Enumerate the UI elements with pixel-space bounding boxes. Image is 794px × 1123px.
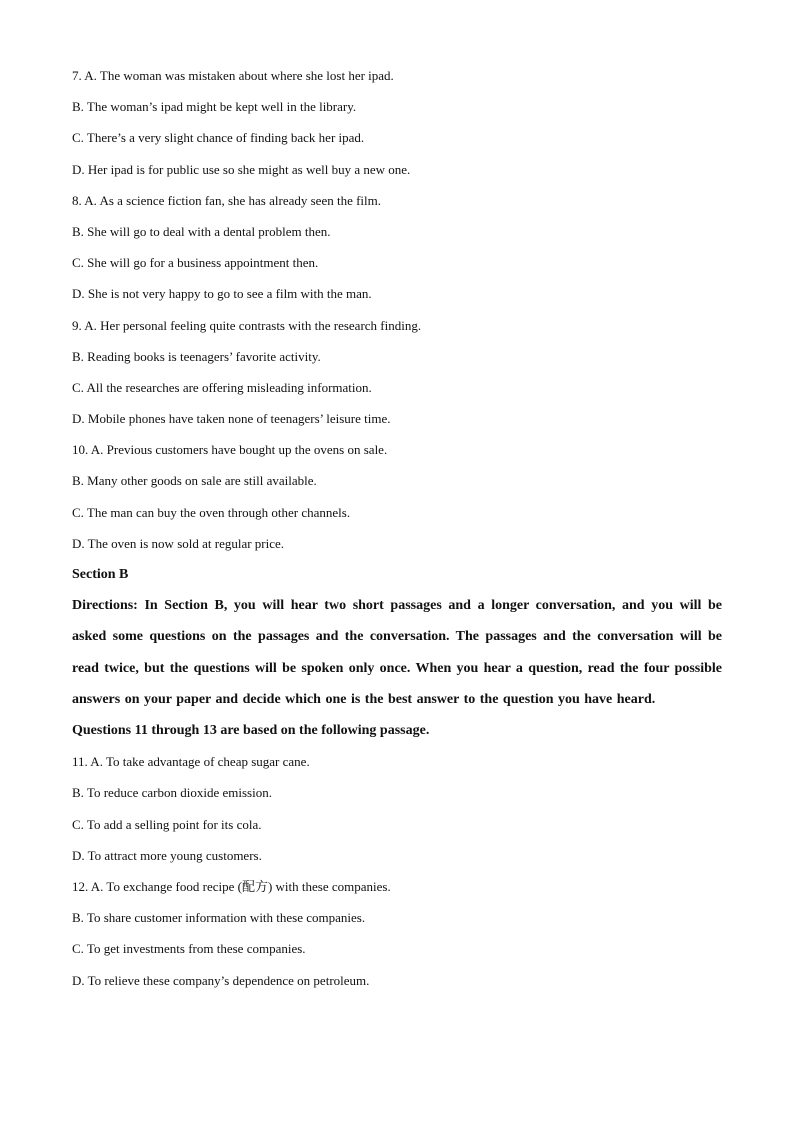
q10-option-c: C. The man can buy the oven through other channels. <box>72 504 351 520</box>
questions-group-heading: Questions 11 through 13 are based on the following passage. <box>72 723 430 738</box>
q10-option-b: B. Many other goods on sale are still available. <box>72 473 317 489</box>
section-b-title: Section B <box>72 567 129 582</box>
section-b-directions: Directions: In Section B, you will hear two short passages and a longer conversation, and you will be asked some questions on the passages and the conversation. The passages and the conversation will be read twice, but the questions will be spoken only once. When you hear a question, read the four possible answers on your paper and decide which one is the best answer to the question you have heard. <box>72 598 722 707</box>
document-page <box>72 60 722 996</box>
q9-option-d: D. Mobile phones have taken none of teenagers’ leisure time. <box>72 411 391 427</box>
q9-option-b: B. Reading books is teenagers’ favorite activity. <box>72 348 321 364</box>
q7-option-d: D. Her ipad is for public use so she might as well buy a new one. <box>72 161 411 177</box>
q12-option-c: C. To get investments from these companies. <box>72 941 306 957</box>
q12-option-a: 12. A. To exchange food recipe (配方) with these companies. <box>72 878 391 894</box>
q11-option-d: D. To attract more young customers. <box>72 847 262 863</box>
q9-option-c: C. All the researches are offering misleading information. <box>72 379 372 395</box>
q9-option-a: 9. A. Her personal feeling quite contrasts with the research finding. <box>72 317 422 333</box>
q11-option-a: 11. A. To take advantage of cheap sugar cane. <box>72 754 310 770</box>
q11-option-b: B. To reduce carbon dioxide emission. <box>72 785 272 801</box>
q8-option-c: C. She will go for a business appointment then. <box>72 255 319 271</box>
q7-option-c: C. There’s a very slight chance of finding back her ipad. <box>72 130 365 146</box>
q12-option-b: B. To share customer information with these companies. <box>72 910 366 926</box>
q8-option-d: D. She is not very happy to go to see a film with the man. <box>72 286 372 302</box>
q10-option-d: D. The oven is now sold at regular price. <box>72 535 285 551</box>
q8-option-a: 8. A. As a science fiction fan, she has already seen the film. <box>72 192 382 208</box>
q11-option-c: C. To add a selling point for its cola. <box>72 816 262 832</box>
q12-option-d: D. To relieve these company’s dependence on petroleum. <box>72 972 370 988</box>
q7-option-a: 7. A. The woman was mistaken about where she lost her ipad. <box>72 68 394 83</box>
q8-option-b: B. She will go to deal with a dental problem then. <box>72 223 331 239</box>
q10-option-a: 10. A. Previous customers have bought up the ovens on sale. <box>72 442 388 458</box>
q7-option-b: B. The woman’s ipad might be kept well in the library. <box>72 99 357 115</box>
